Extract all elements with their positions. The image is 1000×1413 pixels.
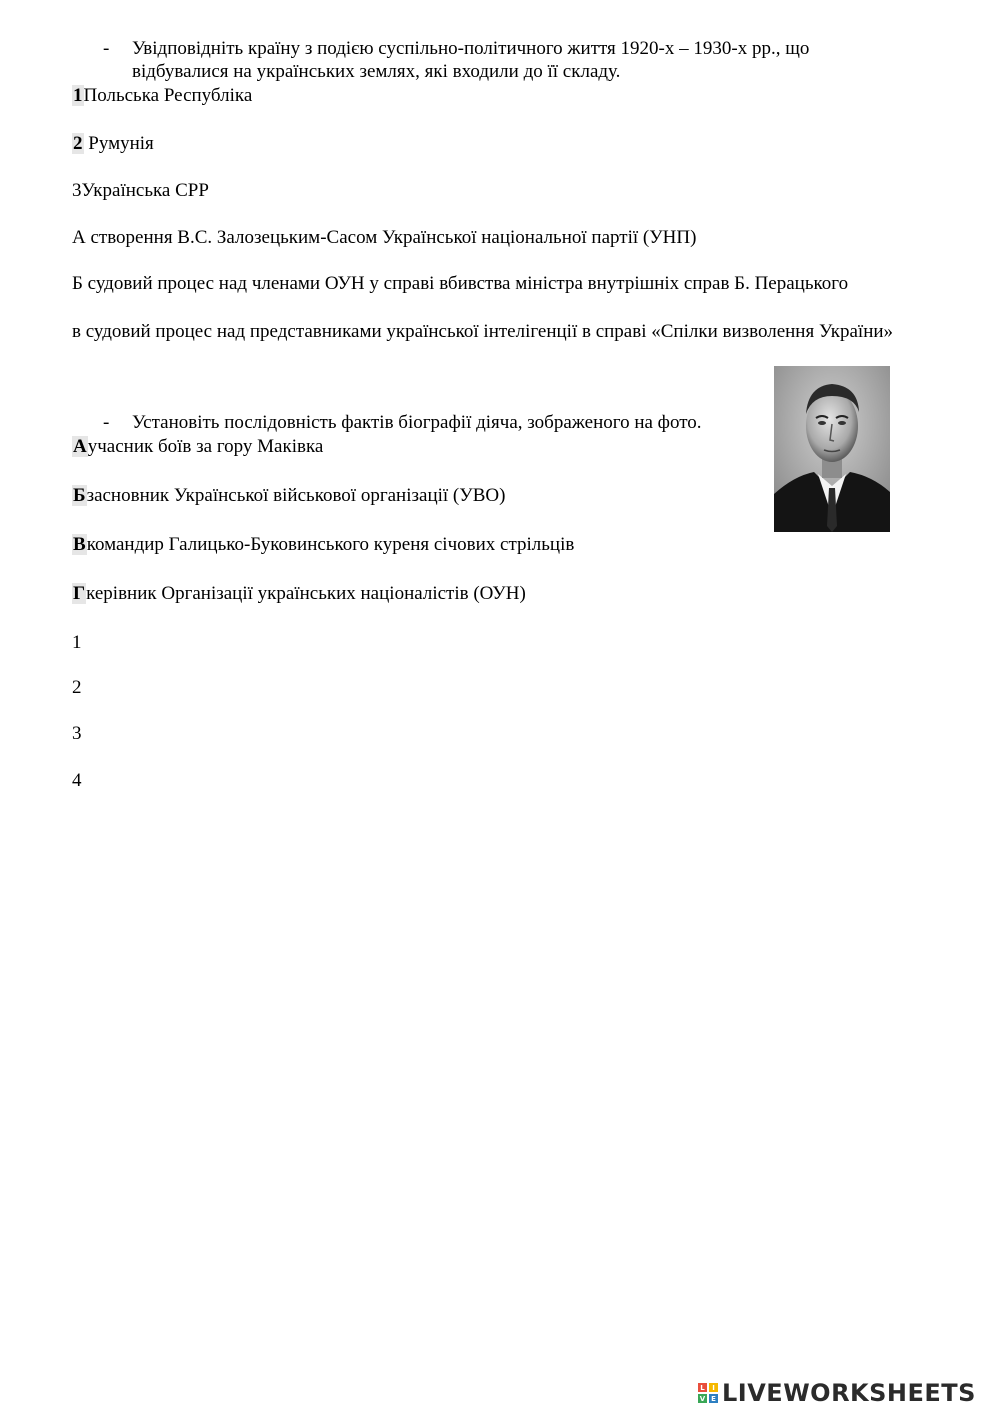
logo-text: LIVEWORKSHEETS bbox=[722, 1379, 976, 1407]
task1-option-v: в судовий процес над представниками української інтелігенції в справі «Спілки визволення України» bbox=[72, 321, 894, 342]
task2-item-b bbox=[72, 485, 505, 507]
answer-slot-2: 2 bbox=[72, 677, 82, 698]
item-mark: А bbox=[73, 436, 87, 457]
item-mark: В bbox=[73, 534, 86, 555]
answer-slot-3: 3 bbox=[72, 723, 82, 744]
task1-item-2 bbox=[72, 133, 154, 155]
task2-bullet: - bbox=[103, 412, 110, 433]
logo-letter: V bbox=[699, 1394, 706, 1403]
liveworksheets-logo bbox=[698, 1379, 976, 1407]
logo-letter: I bbox=[709, 1383, 718, 1392]
task2-item-v bbox=[72, 534, 574, 556]
item-text: 3Українська СРР bbox=[72, 180, 209, 201]
task1-item-1 bbox=[72, 85, 252, 107]
item-text: засновник Української військової організації (УВО) bbox=[86, 485, 506, 506]
logo-letter: E bbox=[709, 1394, 718, 1403]
item-mark: Б bbox=[73, 485, 86, 506]
item-mark: 1 bbox=[73, 85, 83, 106]
item-text: Румунія bbox=[83, 133, 154, 154]
task1-item-3 bbox=[72, 180, 209, 202]
item-text: Польська Республіка bbox=[83, 85, 253, 106]
logo-letter: L bbox=[698, 1383, 707, 1392]
answer-slot-1: 1 bbox=[72, 632, 82, 653]
item-text: учасник боїв за гору Маківка bbox=[87, 436, 324, 457]
task1-option-b: Б судовий процес над членами ОУН у справі вбивства міністра внутрішніх справ Б. Перацького bbox=[72, 273, 849, 294]
item-mark: 2 bbox=[73, 133, 83, 154]
task2-item-g bbox=[72, 583, 526, 605]
answer-slot-4: 4 bbox=[72, 770, 82, 791]
task2-instruction: Установіть послідовність фактів біографії діяча, зображеного на фото. bbox=[132, 412, 702, 433]
logo-grid-icon bbox=[698, 1383, 718, 1403]
task1-bullet: - bbox=[103, 38, 110, 59]
task1-instruction: Увідповідніть країну з подією суспільно-політичного життя 1920-х – 1930-х рр., що відбувалися на українських землях, які входили до її складу. bbox=[132, 38, 810, 82]
portrait-photo bbox=[774, 366, 890, 532]
item-text: керівник Організації українських націоналістів (ОУН) bbox=[86, 583, 526, 604]
item-mark: Г bbox=[73, 583, 86, 604]
item-text: командир Галицько-Буковинського куреня січових стрільців bbox=[86, 534, 575, 555]
portrait-illustration bbox=[774, 366, 890, 532]
task2-item-a bbox=[72, 436, 323, 458]
task1-option-a: А створення В.С. Залозецьким-Сасом Української національної партії (УНП) bbox=[72, 227, 697, 248]
